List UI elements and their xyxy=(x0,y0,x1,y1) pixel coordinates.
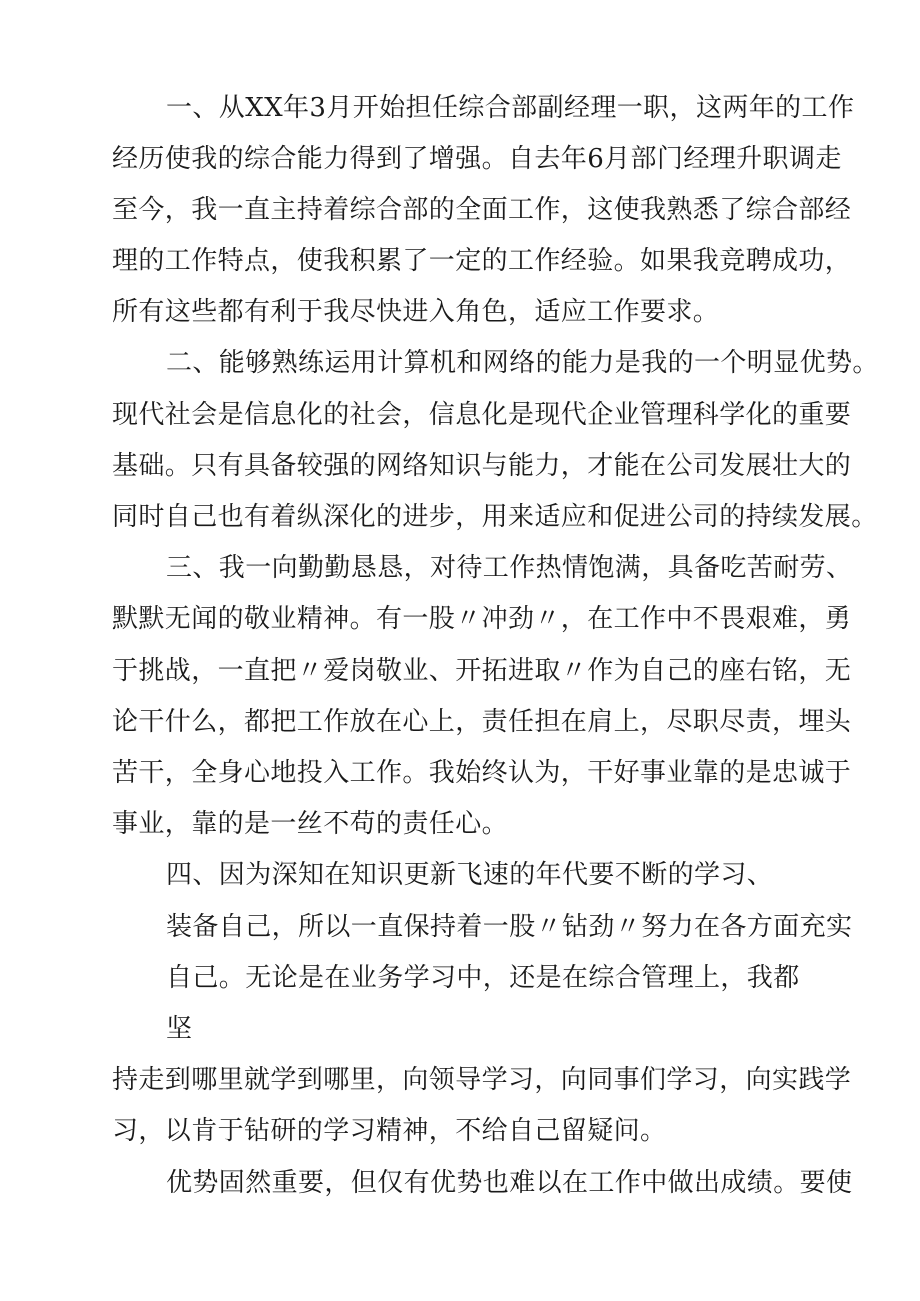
text-line: 经历使我的综合能力得到了增强。自去年6月部门经理升职调走 xyxy=(112,144,842,174)
text-line: 事业，靠的是一丝不苟的责任心。 xyxy=(112,809,509,839)
text-line: 一、从XX年3月开始担任综合部副经理一职，这两年的工作 xyxy=(166,93,855,123)
text-line: 理的工作特点，使我积累了一定的工作经验。如果我竞聘成功， xyxy=(112,246,852,276)
text-line: 装备自己，所以一直保持着一股〃钻劲〃努力在各方面充实 xyxy=(166,912,853,942)
text-line: 基础。只有具备较强的网络知识与能力，才能在公司发展壮大的 xyxy=(112,451,852,481)
text-line: 同时自己也有着纵深化的进步，用来适应和促进公司的持续发展。 xyxy=(112,502,878,532)
text-line: 论干什么，都把工作放在心上，责任担在肩上，尽职尽责，埋头 xyxy=(112,707,852,737)
text-line: 苦干，全身心地投入工作。我始终认为，干好事业靠的是忠诚于 xyxy=(112,758,852,788)
text-line: 默默无闻的敬业精神。有一股〃冲劲〃，在工作中不畏艰难，勇 xyxy=(112,604,852,634)
text-line: 四、因为深知在知识更新飞速的年代要不断的学习、 xyxy=(166,860,774,890)
text-line: 三、我一向勤勤恳恳，对待工作热情饱满，具备吃苦耐劳、 xyxy=(166,553,853,583)
text-line: 现代社会是信息化的社会，信息化是现代企业管理科学化的重要 xyxy=(112,400,852,430)
text-line: 优势固然重要，但仅有优势也难以在工作中做出成绩。要使 xyxy=(166,1168,853,1198)
text-line: 自己。无论是在业务学习中，还是在综合管理上，我都 xyxy=(166,963,800,993)
text-line: 坚 xyxy=(166,1014,193,1044)
text-line: 于挑战，一直把〃爱岗敬业、开拓进取〃作为自己的座右铭，无 xyxy=(112,656,852,686)
text-line: 习，以肯于钻研的学习精神，不给自己留疑问。 xyxy=(112,1116,667,1146)
text-line: 持走到哪里就学到哪里，向领导学习，向同事们学习，向实践学 xyxy=(112,1065,852,1095)
text-line: 所有这些都有利于我尽快进入角色，适应工作要求。 xyxy=(112,297,720,327)
text-line: 二、能够熟练运用计算机和网络的能力是我的一个明显优势。 xyxy=(166,348,879,378)
text-line: 至今，我一直主持着综合部的全面工作，这使我熟悉了综合部经 xyxy=(112,195,852,225)
